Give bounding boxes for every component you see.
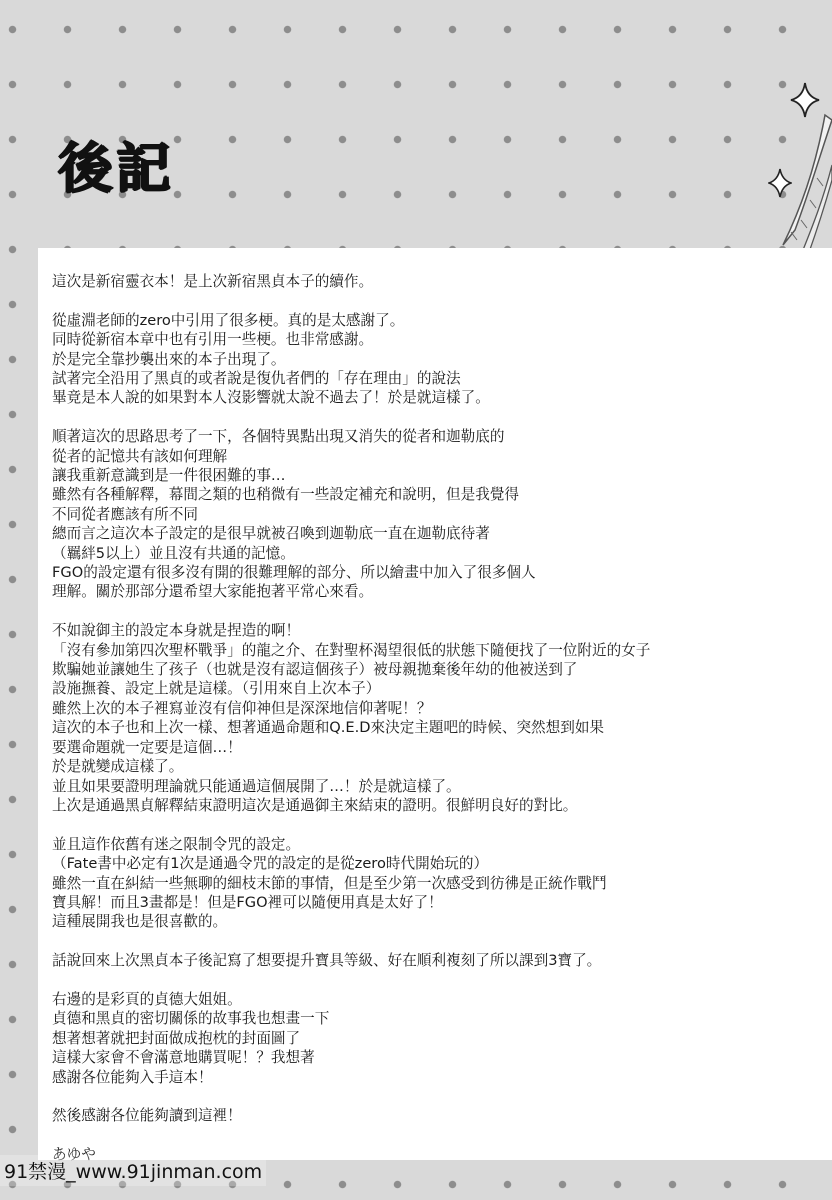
text-line: 要選命題就一定要是這個…！	[52, 738, 242, 756]
text-line: 畢竟是本人說的如果對本人沒影響就太說不過去了！於是就這樣了。	[52, 389, 490, 407]
text-line: 雖然有各種解釋，幕間之類的也稍微有一些設定補充和說明，但是我覺得	[52, 486, 520, 504]
text-line: 於是就變成這樣了。	[52, 758, 184, 776]
paragraph	[52, 835, 792, 932]
text-line: 不如說御主的設定本身就是捏造的啊！	[52, 622, 301, 640]
text-line: 試著完全沿用了黑貞的或者說是復仇者們的「存在理由」的說法	[52, 370, 461, 388]
text-line: 貞德和黑貞的密切關係的故事我也想畫一下	[52, 1010, 330, 1028]
paragraph	[52, 1106, 792, 1125]
text-line: 雖然上次的本子裡寫並沒有信仰神但是深深地信仰著呢！？	[52, 699, 432, 717]
watermark: 91禁漫_www.91jinman.com	[0, 1155, 266, 1186]
paragraph	[52, 951, 792, 970]
paragraph	[52, 621, 792, 815]
text-line: （Fate書中必定有1次是通過令咒的設定的是從zero時代開始玩的）	[52, 855, 489, 873]
text-line: 這次的本子也和上次一樣、想著通過命題和Q.E.D來決定主題吧的時候、突然想到如果	[52, 719, 605, 737]
text-line: 這次是新宿靈衣本！是上次新宿黑貞本子的續作。	[52, 273, 374, 290]
text-line: 於是完全靠抄襲出來的本子出現了。	[52, 350, 286, 368]
text-line: 不同從者應該有所不同	[52, 505, 198, 523]
text-line: 上次是通過黑貞解釋結束證明這次是通過御主來結束的證明。很鮮明良好的對比。	[52, 796, 578, 814]
text-line: 順著這次的思路思考了一下，各個特異點出現又消失的從者和迦勒底的	[52, 428, 505, 446]
afterword-text	[52, 272, 792, 1165]
paragraph	[52, 427, 792, 602]
text-line: 並且這作依舊有迷之限制令咒的設定。	[52, 835, 301, 853]
text-line: 這樣大家會不會滿意地購買呢！？我想著	[52, 1049, 315, 1067]
text-line: （羈絆5以上）並且沒有共通的記憶。	[52, 544, 295, 562]
text-line: 理解。關於那部分還希望大家能抱著平常心來看。	[52, 583, 374, 601]
page-title: 後記	[58, 137, 174, 200]
text-line: あゆや	[52, 1146, 96, 1164]
text-line: 右邊的是彩頁的貞德大姐姐。	[52, 990, 242, 1008]
text-line: 「沒有參加第四次聖杯戰爭」的龍之介、在對聖杯渴望很低的狀態下隨便找了一位附近的女子	[52, 641, 651, 659]
text-line: 寶具解！而且3畫都是！但是FGO裡可以隨便用真是太好了！	[52, 893, 443, 911]
text-line: 同時從新宿本章中也有引用一些梗。也非常感謝。	[52, 331, 374, 349]
text-line: 設施撫養、設定上就是這樣。（引用來自上次本子）	[52, 680, 381, 698]
text-line: 從者的記憶共有該如何理解	[52, 447, 228, 465]
sparkle-icon	[768, 168, 792, 198]
paragraph	[52, 990, 792, 1087]
paragraph	[52, 311, 792, 408]
afterword-panel	[38, 248, 832, 1164]
text-line: 這種展開我也是很喜歡的。	[52, 913, 228, 931]
text-line: FGO的設定還有很多沒有開的很難理解的部分、所以繪畫中加入了很多個人	[52, 564, 536, 582]
text-line: 想著想著就把封面做成抱枕的封面圖了	[52, 1029, 301, 1047]
text-line: 感謝各位能夠入手這本！	[52, 1068, 213, 1086]
text-line: 讓我重新意識到是一件很困難的事…	[52, 467, 286, 485]
text-line: 話說回來上次黑貞本子後記寫了想要提升寶具等級、好在順利複刻了所以課到3寶了。	[52, 952, 602, 970]
sparkle-icon	[790, 82, 820, 118]
text-line: 欺騙她並讓她生了孩子（也就是沒有認這個孩子）被母親拋棄後年幼的他被送到了	[52, 661, 578, 679]
text-line: 總而言之這次本子設定的是很早就被召喚到迦勒底一直在迦勒底待著	[52, 525, 490, 543]
text-line: 然後感謝各位能夠讀到這裡！	[52, 1107, 242, 1125]
text-line: 並且如果要證明理論就只能通過這個展開了…！於是就這樣了。	[52, 777, 461, 795]
paragraph	[52, 272, 792, 291]
text-line: 雖然一直在糾結一些無聊的細枝末節的事情，但是至少第一次感受到彷彿是正統作戰鬥	[52, 874, 607, 892]
text-line: 從虛淵老師的zero中引用了很多梗。真的是太感謝了。	[52, 311, 405, 329]
